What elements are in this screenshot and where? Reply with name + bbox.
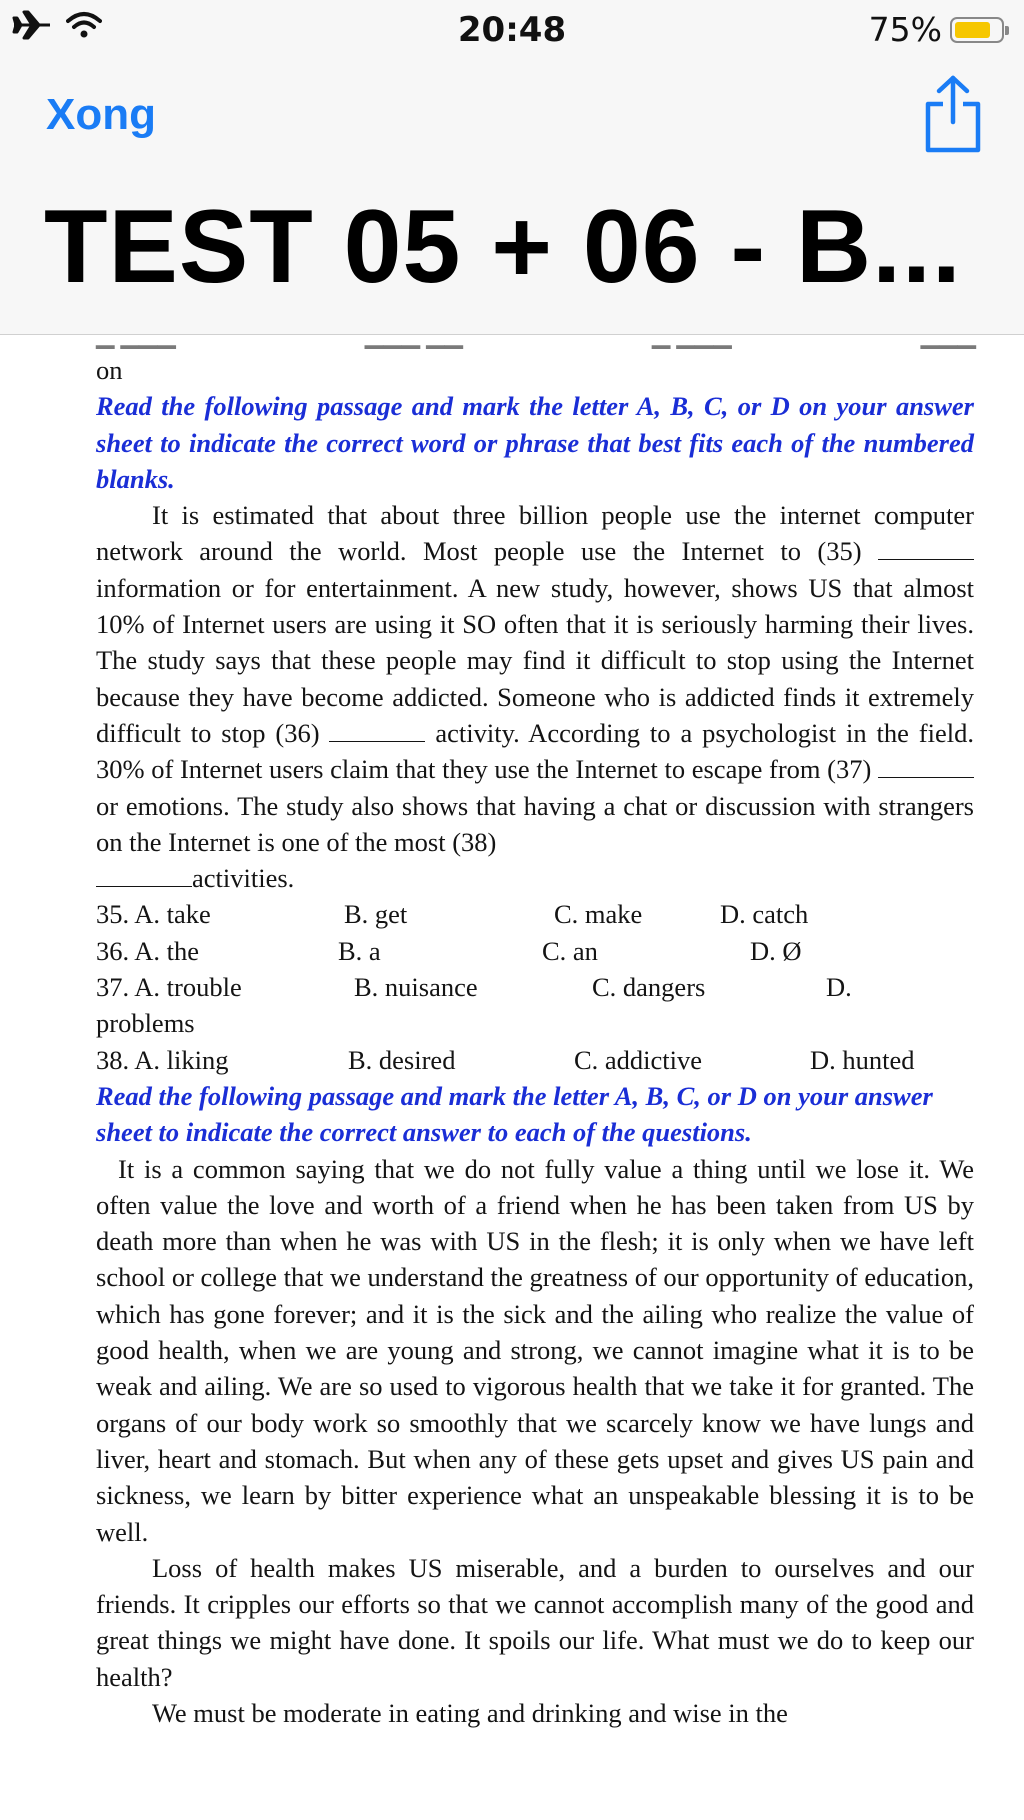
status-bar (0, 0, 1024, 56)
option-a: 38. A. liking (96, 1044, 229, 1075)
status-right (869, 10, 1004, 49)
passage-reading-p3: We must be moderate in eating and drinking and wise in the (152, 1697, 788, 1728)
nav-header (0, 56, 1024, 335)
battery-nub (1005, 26, 1009, 35)
passage-reading-p2: Loss of health makes US miserable, and a burden to ourselves and our friends. It cripples our efforts so that we cannot accomplish many of the good and great things we might have done. It spoils our life. What must we do to keep our health? (96, 1552, 974, 1692)
question-row-36 (96, 933, 974, 969)
previous-question-tail: on (96, 355, 123, 385)
battery-percent: 75% (868, 10, 942, 49)
passage-text: activity. According to a psychologist in the field. 30% of Internet users claim that they use the Internet to escape from (37) (96, 717, 974, 785)
blank-38 (96, 864, 192, 887)
cut-off-previous-options (96, 335, 976, 349)
blank-36 (329, 719, 425, 742)
share-button[interactable] (924, 74, 982, 154)
share-icon (924, 74, 982, 154)
option-d: D. (826, 972, 852, 1003)
option-b: B. nuisance (354, 972, 478, 1003)
option-a: 37. A. trouble (96, 972, 242, 1003)
passage-text: information or for entertainment. A new study, however, shows US that almost 10% of Internet users are using it SO often that it is seriously harming their lives. The study says that these people may find it difficult to stop using the Internet because they have become addicted. Someone who is addicted finds it extremely difficult to stop (36) (96, 572, 974, 748)
option-a: 35. A. take (96, 899, 211, 930)
option-b: B. get (344, 899, 408, 930)
option-d: D. catch (720, 899, 809, 930)
blank-37 (878, 755, 974, 778)
question-row-35 (96, 896, 974, 932)
passage-text: activities. (192, 863, 295, 894)
option-d-wrap: problems (96, 1008, 195, 1039)
passage-cloze (96, 497, 974, 896)
option-d: D. hunted (810, 1044, 915, 1075)
instruction-cloze: Read the following passage and mark the letter A, B, C, or D on your answer sheet to indicate the correct word or phrase that best fits each of the numbered blanks. (96, 391, 974, 494)
question-row-38 (96, 1042, 974, 1078)
passage-text: or emotions. The study also shows that having a chat or discussion with strangers on the Internet is one of the most (38) (96, 790, 974, 857)
document-content (96, 352, 974, 1731)
question-row-37 (96, 969, 974, 1005)
done-button[interactable]: Xong (46, 90, 156, 139)
cut-text: ▁ ▁▁▁ (651, 335, 732, 349)
battery-icon (950, 17, 1004, 43)
passage-text: It is estimated that about three billion people use the internet computer network around the world. Most people use the Internet to (35) (96, 500, 974, 567)
cut-text: ▁▁▁ ▁▁ (364, 335, 464, 349)
option-c: C. addictive (574, 1044, 703, 1075)
option-b: B. a (338, 935, 381, 966)
document-view[interactable] (0, 335, 1024, 1820)
option-a: 36. A. the (96, 935, 200, 966)
option-c: C. dangers (592, 972, 706, 1003)
instruction-reading: Read the following passage and mark the letter A, B, C, or D on your answer sheet to indicate the correct answer to each of the questions. (96, 1080, 933, 1148)
status-time: 20:48 (457, 10, 567, 50)
option-c: C. an (542, 935, 598, 966)
option-d: D. Ø (750, 935, 802, 966)
passage-reading-p1: It is a common saying that we do not fully value a thing until we lose it. We often value the love and worth of a friend when he has been taken from US by death more than when he was with US in the flesh; it is only when we have left school or college that we understand the greatness of our opportunity of education, which has gone forever; and it is the sick and the ailing who realize the value of good health, when we are young and strong, we cannot imagine what it is to be weak and ailing. We are so used to vigorous health that we take it for granted. The organs of our body work so smoothly that we scarcely know we have lungs and liver, heart and stomach. But when any of these gets upset and gives US pain and sickness, we learn by bitter experience what an unspeakable blessing it is to be well. (96, 1153, 974, 1547)
cut-text: ▁ ▁▁▁ (96, 335, 176, 349)
blank-35 (878, 537, 974, 560)
cut-text: ▁▁▁ (920, 335, 976, 349)
option-c: C. make (554, 899, 643, 930)
option-b: B. desired (348, 1044, 456, 1075)
battery-fill (955, 22, 990, 38)
page-title: TEST 05 + 06 - B... (44, 189, 962, 305)
